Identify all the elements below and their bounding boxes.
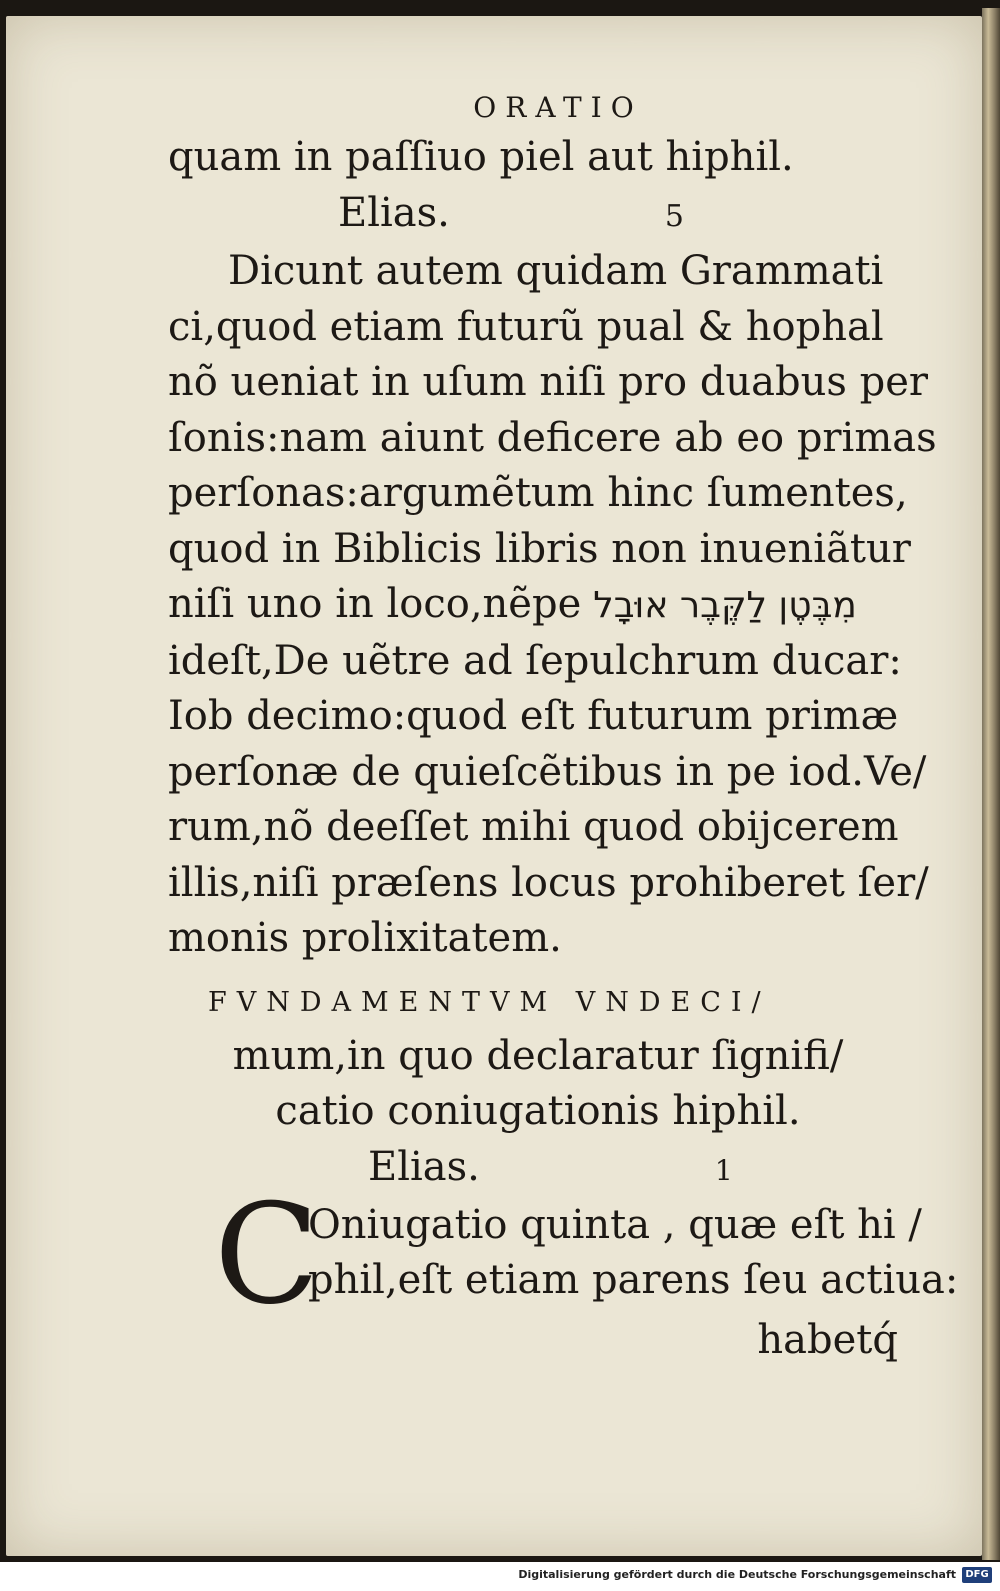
catchword: habetq́: [757, 1316, 898, 1363]
text-line-4: ci,quod etiam futurũ pual & hophal: [168, 303, 884, 350]
text-line-11: Iob decimo:quod eſt futurum primæ: [168, 693, 899, 739]
running-head: ORATIO: [473, 91, 643, 124]
text-line-1: quam in paſſiuo piel aut hiphil.: [168, 134, 794, 180]
speaker-line: [168, 186, 908, 245]
dfg-logo: DFG: [962, 1567, 992, 1583]
page-edge: [982, 8, 1000, 1560]
text-line-6: ſonis:nam aiunt deficere ab eo primas: [168, 414, 937, 461]
text-line-10: ideſt,De uẽtre ad ſepulchrum ducar:: [168, 637, 902, 684]
footer-bar: [0, 1562, 1000, 1591]
text-line-15: monis prolixitatem.: [168, 915, 562, 961]
section-line-1: mum,in quo declaratur ſignifi/: [232, 1032, 844, 1079]
hebrew-quotation: מִבֶּטֶן לַקֶּבֶר אוּבָל: [593, 585, 857, 626]
drop-cap: C: [214, 1173, 320, 1335]
speaker-name: Elias.: [338, 189, 450, 236]
page-text: [168, 88, 959, 1368]
text-line-3: Dicunt autem quidam Grammati: [228, 248, 884, 294]
margin-number: 5: [664, 198, 684, 234]
section-heading: FVNDAMENTVM VNDECI/: [208, 986, 771, 1018]
text-line-7: perſonas:argumẽtum hinc ſumentes,: [168, 470, 908, 516]
text-line-12: perſonæ de quieſcẽtibus in pe iod.Ve/: [168, 748, 927, 795]
latin-fragment: niſi uno in loco,nẽpe: [168, 581, 582, 627]
dropcap-paragraph: [168, 1173, 959, 1335]
dropcap-line-2: phil,eſt etiam parens ſeu actiua:: [308, 1256, 959, 1303]
margin-number-2: 1: [714, 1153, 733, 1187]
text-line-13: rum,nõ deeſſet mihi quod obijcerem: [168, 804, 899, 850]
text-line-14: illis,niſi præſens locus prohiberet ſer/: [168, 859, 929, 906]
text-line-8: quod in Biblicis libris non inueniãtur: [168, 525, 911, 572]
text-line-9: [168, 577, 908, 634]
text-line-5: nõ ueniat in uſum niſi pro duabus per: [168, 359, 929, 405]
section-line-2: catio coniugationis hiphil.: [275, 1088, 801, 1134]
speaker-name-2: Elias.: [368, 1143, 480, 1190]
funding-credit: Digitalisierung gefördert durch die Deutsche Forschungsgemeinschaft: [518, 1568, 956, 1581]
dropcap-line-1: Oniugatio quinta , quæ eſt hi /: [308, 1201, 922, 1248]
